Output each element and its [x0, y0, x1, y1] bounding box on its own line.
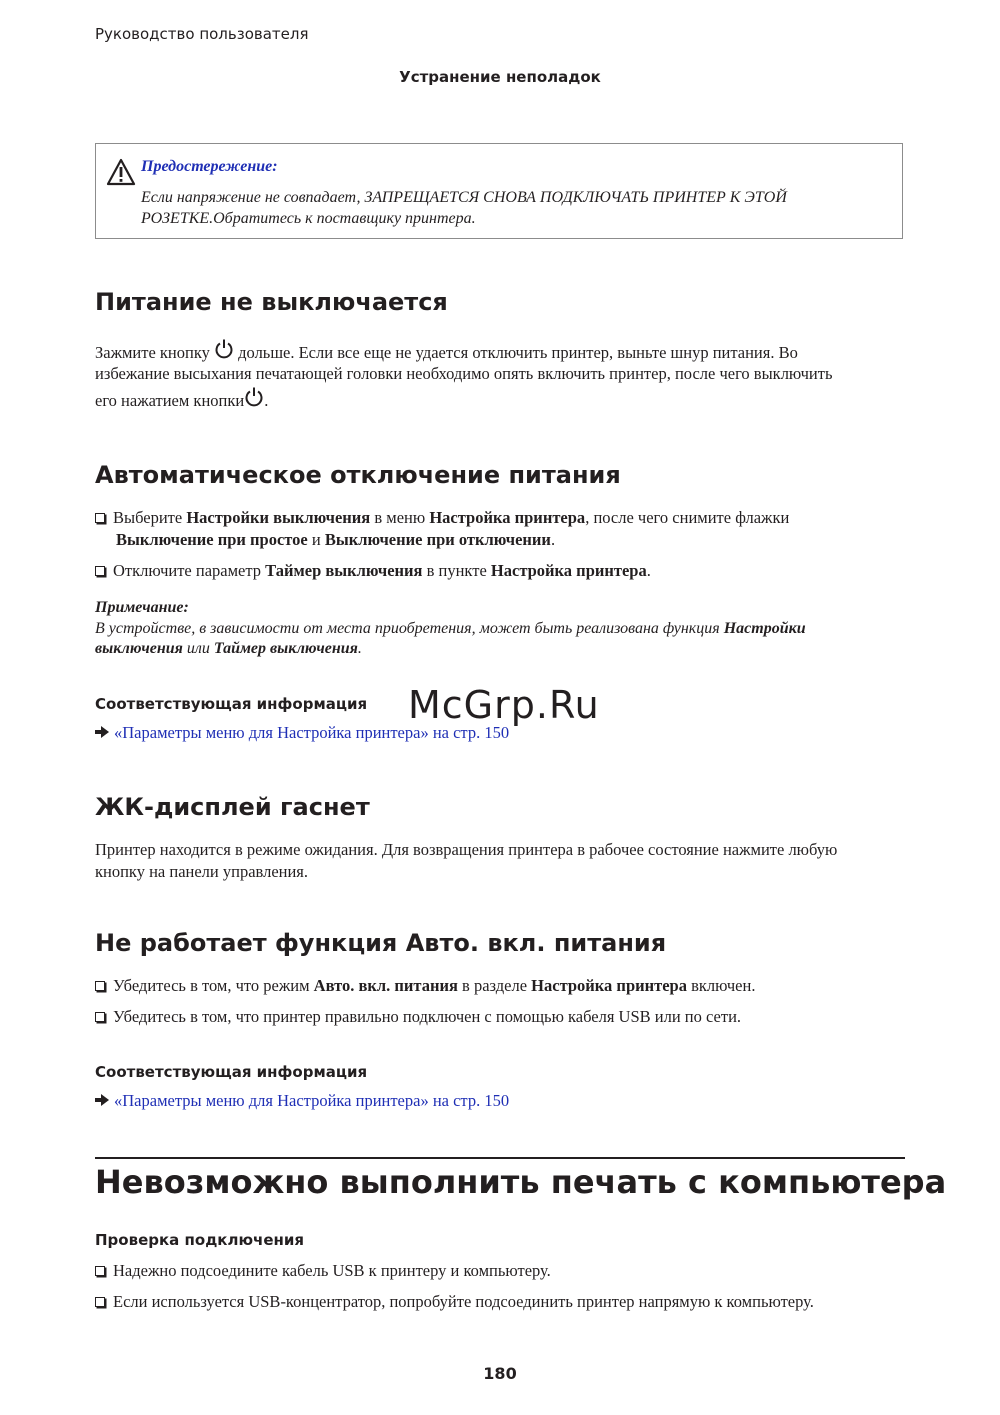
- checkbox-bullet-icon: [95, 1012, 105, 1022]
- related-link[interactable]: «Параметры меню для Настройка принтера» на стр. 150: [114, 723, 510, 742]
- page-number: 180: [483, 1364, 517, 1383]
- heading-auto-off: Автоматическое отключение питания: [95, 461, 621, 489]
- checkbox-bullet-icon: [95, 513, 105, 523]
- power-off-text-1a: Зажмите кнопку: [95, 343, 210, 362]
- heading-auto-on: Не работает функция Авто. вкл. питания: [95, 929, 667, 957]
- auto-off-bullet-2: Отключите параметр Таймер выключения в пункте Настройка принтера.: [95, 560, 895, 582]
- cannot-print-bullet-1: Надежно подсоедините кабель USB к принтеру и компьютеру.: [95, 1260, 895, 1282]
- lcd-paragraph: Принтер находится в режиме ожидания. Для возвращения принтера в рабочее состояние нажмите любую кнопку на панели управления.: [95, 840, 838, 881]
- heading-cannot-print: Невозможно выполнить печать с компьютера: [95, 1163, 947, 1201]
- checkbox-bullet-icon: [95, 1266, 105, 1276]
- warning-icon: [106, 158, 136, 186]
- power-off-text-3b: .: [264, 391, 269, 410]
- related-info-title: Соответствующая информация: [95, 695, 368, 713]
- related-info-title: Соответствующая информация: [95, 1063, 368, 1081]
- watermark: McGrp.Ru: [408, 683, 600, 727]
- caution-line-1: Если напряжение не совпадает, ЗАПРЕЩАЕТСЯ СНОВА ПОДКЛЮЧАТЬ ПРИНТЕР К ЭТОЙ: [141, 189, 787, 206]
- auto-on-bullet-2: Убедитесь в том, что принтер правильно подключен с помощью кабеля USB или по сети.: [95, 1006, 895, 1028]
- power-icon: [214, 339, 234, 359]
- note-label: Примечание:: [95, 599, 189, 616]
- related-link[interactable]: «Параметры меню для Настройка принтера» на стр. 150: [114, 1091, 510, 1110]
- power-icon: [244, 387, 264, 407]
- auto-on-bullet-1: Убедитесь в том, что режим Авто. вкл. питания в разделе Настройка принтера включен.: [95, 975, 895, 997]
- checkbox-bullet-icon: [95, 1297, 105, 1307]
- cannot-print-bullet-2: Если используется USB-концентратор, попробуйте подсоединить принтер напрямую к компьютеру.: [95, 1291, 895, 1313]
- running-title: Руководство пользователя: [95, 25, 309, 43]
- power-off-text-2: избежание высыхания печатающей головки необходимо опять включить принтер, после чего выключить: [95, 364, 833, 383]
- power-off-paragraph: [95, 339, 905, 414]
- heading-lcd: ЖК-дисплей гаснет: [95, 793, 370, 821]
- chapter-title: Устранение неполадок: [399, 68, 601, 86]
- caution-line-2: РОЗЕТКЕ.Обратитесь к поставщику принтера.: [141, 210, 476, 227]
- caution-title: Предостережение:: [141, 158, 278, 175]
- arrow-right-icon: [95, 726, 109, 738]
- section-rule: [95, 1157, 905, 1159]
- heading-power-off: Питание не выключается: [95, 288, 448, 316]
- checkbox-bullet-icon: [95, 566, 105, 576]
- auto-off-bullet-1: Выберите Настройки выключения в меню Настройка принтера, после чего снимите флажки Выключение при простое и Выключение при отключении.: [95, 507, 895, 551]
- note-text: В устройстве, в зависимости от места приобретения, может быть реализована функция Настройки выключения или Таймер выключения.: [95, 620, 806, 657]
- arrow-right-icon: [95, 1094, 109, 1106]
- checkbox-bullet-icon: [95, 981, 105, 991]
- power-off-text-3a: его нажатием кнопки: [95, 391, 245, 410]
- subheading-check-connection: Проверка подключения: [95, 1231, 305, 1249]
- related-link-row: [95, 1090, 509, 1112]
- caution-text: [141, 187, 881, 229]
- power-off-text-1b: дольше. Если все еще не удается отключить принтер, выньте шнур питания. Во: [238, 343, 798, 362]
